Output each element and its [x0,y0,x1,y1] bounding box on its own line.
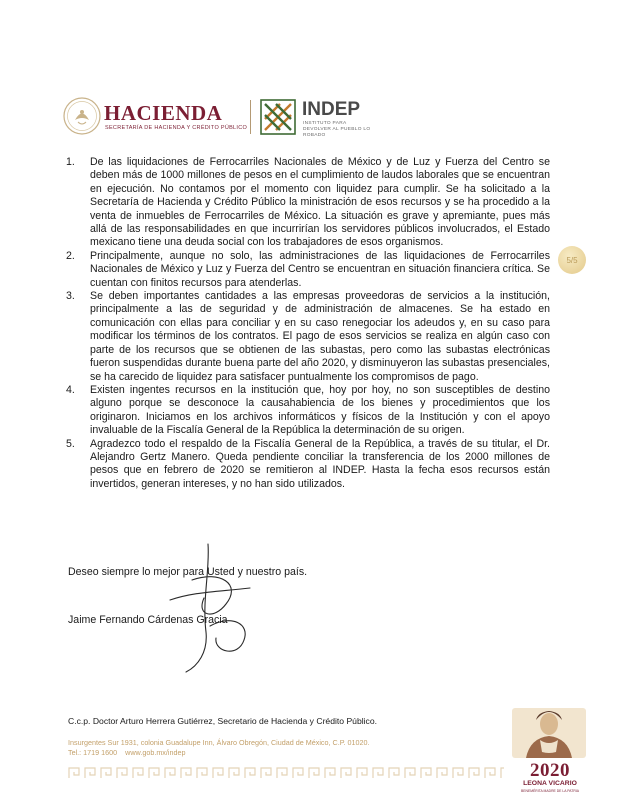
list-item [66,290,550,384]
numbered-list [66,156,550,491]
letterhead [62,96,392,140]
footer-address-block [68,738,370,758]
footer-address: Insurgentes Sur 1931, colonia Guadalupe Inn, Álvaro Obregón, Ciudad de México, C.P. 01020. [68,738,370,747]
list-item [66,250,550,290]
item-text: Se deben importantes cantidades a las empresas proveedoras de servicios a la institución, principalmente a las de seguridad y de administración de almacenes. Se ha estado en comunicación con ellas para conciliar y en su caso renegociar los adeudos y, en su caso para modificar los términos de los contratos. El pago de esos servicios se realiza en algún caso con parte de los recursos que se obtienen de las subastas, pero como las subastas electrónicas fueron suspendidas durante buena parte del año 2020, y disminuyeron las subastas presenciales, se ha carecido de liquidez para satisfacer puntualmente los compromisos de pago. [90,290,550,383]
mexican-eagle-seal-icon [62,96,102,136]
indep-logo-text: INDEP [302,99,361,120]
closing-line: Deseo siempre lo mejor para Usted y nuestro país. [68,566,308,578]
signer-name: Jaime Fernando Cárdenas Gracia [68,614,228,626]
cc-line: C.c.p. Doctor Arturo Herrera Gutiérrez, Secretario de Hacienda y Crédito Público. [68,716,378,726]
item-text: De las liquidaciones de Ferrocarriles Nacionales de México y de Luz y Fuerza del Centro se deben más de 1000 millones de pesos en el cumplimiento de laudos laborales que se encuentran en ejecución. No contamos por el momento con liquidez para cumplir. Se ha solicitado a la Secretaría de Hacienda y Crédito Público la ministración de esos recursos y se ha procedido a la venta de inmuebles de Ferrocarriles de México. La situación es grave y apremiante, pues más allá de las responsabilidades en que incurrirían los servidores públicos involucrados, el Estado mexicano tiene una deuda social con los trabajadores de esos organismos. [90,156,550,249]
item-number: 2. [66,249,75,262]
item-number: 1. [66,156,75,168]
item-number: 3. [66,290,75,303]
list-item [66,438,550,492]
item-text: Agradezco todo el respaldo de la Fiscalía General de la República, a través de su titular, el Dr. Alejandro Gertz Manero. Queda pendiente conciliar la transferencia de los 2000 millones de pesos que en febrero de 2020 se remitieron al INDEP. Hasta la fecha esos recursos están invertidos, generan intereses, y no han sido utilizados. [90,437,550,490]
decorative-pattern-strip [68,766,504,780]
item-text: Principalmente, aunque no solo, las administraciones de las liquidaciones de Ferrocarriles Nacionales de México y Luz y Fuerza del Centro se encuentran en situación financiera crítica. Se cuentan con finitos recursos para atenderlas. [90,249,550,289]
leona-vicario-subtitle: BENEMÉRITA MADRE DE LA PATRIA [520,789,580,793]
hacienda-logo-text: HACIENDA [104,101,223,125]
header-divider [250,100,251,134]
handwritten-signature [150,540,270,680]
footer-phone: Tel.: 1719 1600 [68,748,118,757]
footer-website[interactable]: www.gob.mx/indep [125,748,186,757]
item-text: Existen ingentes recursos en la institución que, hoy por hoy, no son susceptibles de destino alguno porque se desconoce la causahabiencia de los bienes y procedimientos que los originaron. Iniciamos en los archivos informáticos y físicos de la Institución y con el apoyo invaluable de la Fiscalía General de la República la determinación de su origen. [90,383,550,437]
page-number-badge: 5/5 [558,246,586,274]
year-badge: 2020 [530,760,570,781]
list-item [66,156,550,250]
hacienda-subtitle: SECRETARÍA DE HACIENDA Y CRÉDITO PÚBLICO [105,125,248,131]
indep-logo-icon [260,99,296,135]
item-number: 5. [66,437,75,450]
indep-subtitle: INSTITUTO PARA DEVOLVER AL PUEBLO LO ROBADO [303,121,371,138]
leona-vicario-name: LEONA VICARIO [523,780,577,787]
item-number: 4. [66,383,75,396]
list-item [66,384,550,438]
